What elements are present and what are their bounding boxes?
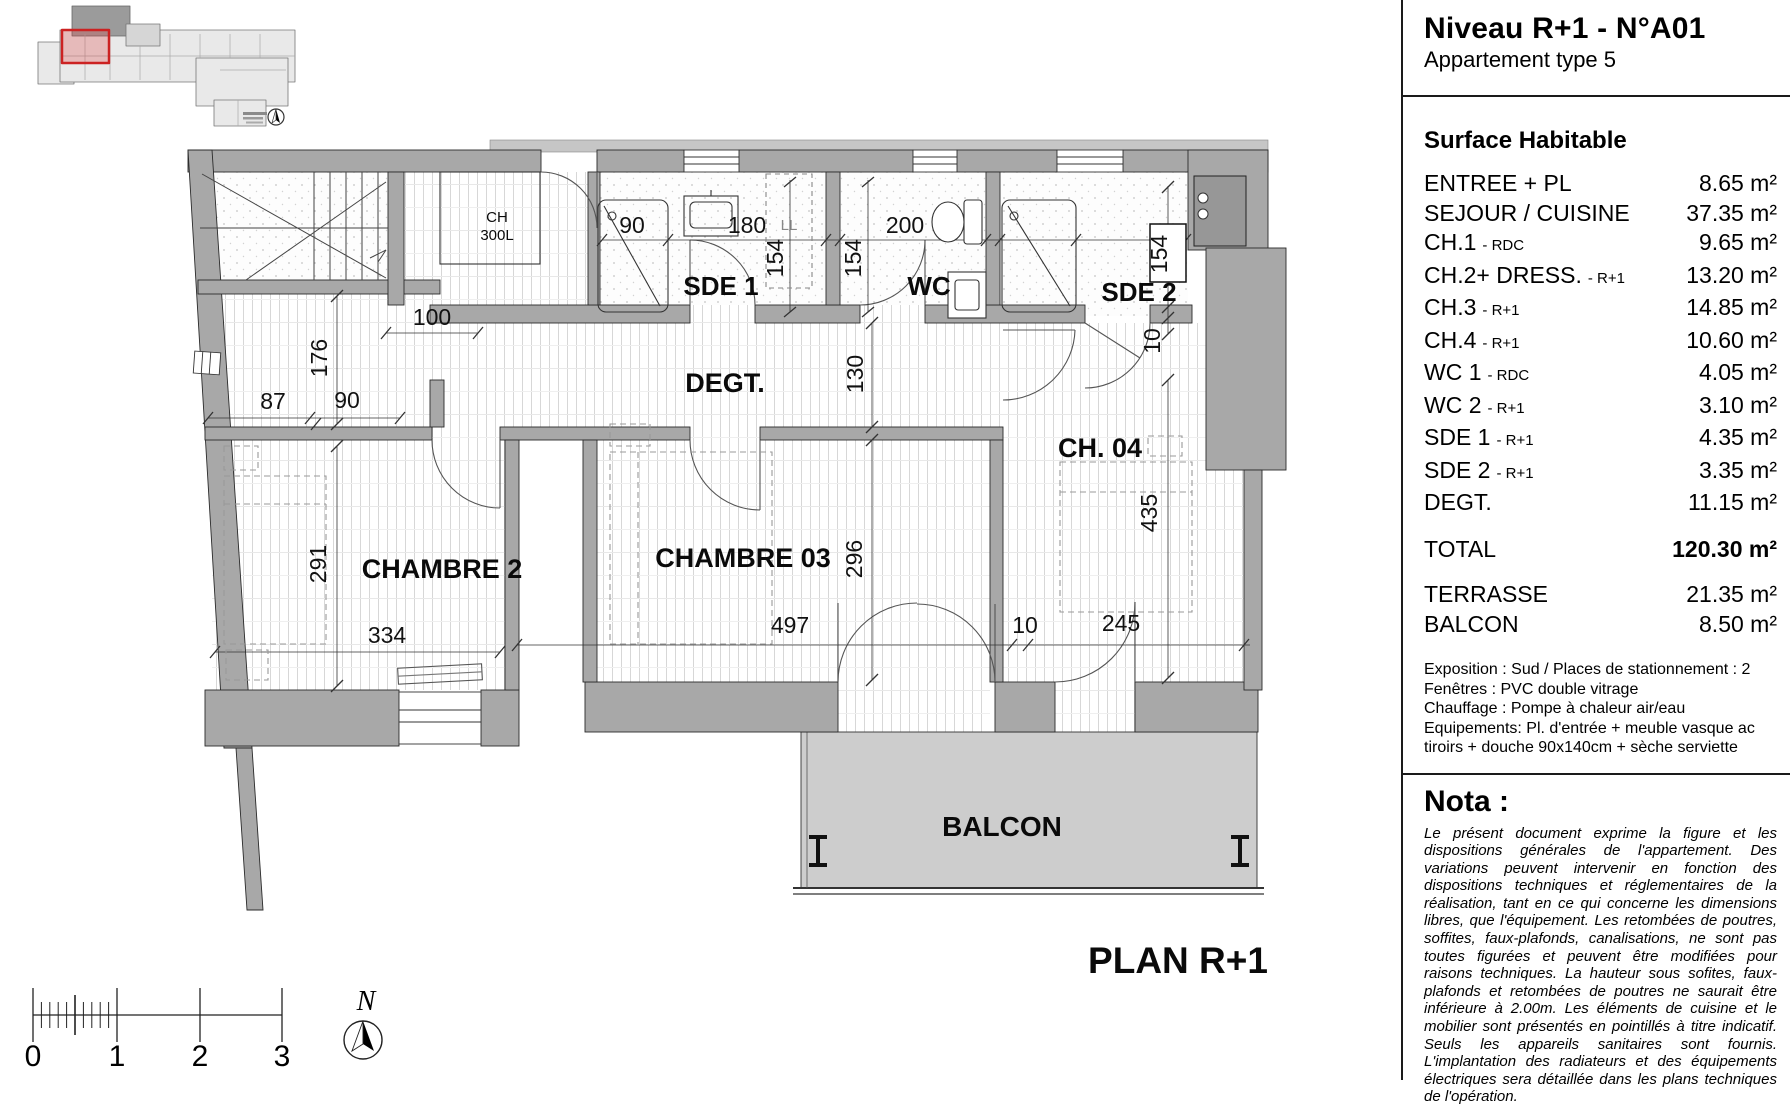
label-ch300l-1: CH bbox=[486, 209, 508, 226]
plan-title: PLAN R+1 bbox=[1088, 940, 1268, 981]
info-line-exposition: Exposition : Sud / Places de stationnement : 2 bbox=[1424, 660, 1777, 680]
dim-100-hall: 100 bbox=[413, 304, 451, 330]
surface-row: ENTREE + PL 8.65 m² bbox=[1424, 169, 1777, 199]
info-line-fenetres: Fenêtres : PVC double vitrage bbox=[1424, 680, 1777, 700]
dim-291-ch2: 291 bbox=[305, 545, 331, 583]
dim-435-ch4: 435 bbox=[1136, 494, 1162, 532]
apartment-type: Appartement type 5 bbox=[1424, 46, 1777, 73]
room-label-ch04: CH. 04 bbox=[1058, 433, 1142, 463]
dim-154-sde2: 154 bbox=[1146, 235, 1172, 274]
dim-154-sde1: 154 bbox=[762, 239, 788, 278]
surface-row: DEGT. 11.15 m² bbox=[1424, 488, 1777, 518]
label-ch300l-2: 300L bbox=[480, 227, 513, 244]
window-wc bbox=[913, 150, 957, 172]
surface-row: WC 2 - R+1 3.10 m² bbox=[1424, 391, 1777, 424]
surface-row: CH.1 - RDC 9.65 m² bbox=[1424, 228, 1777, 261]
key-plan-minimap bbox=[38, 6, 295, 126]
surface-row: SDE 1 - R+1 4.35 m² bbox=[1424, 423, 1777, 456]
dim-154-wc: 154 bbox=[840, 239, 866, 278]
dim-200-wc: 200 bbox=[886, 212, 924, 238]
dim-334-ch2: 334 bbox=[368, 622, 407, 648]
dim-245-ch4: 245 bbox=[1102, 610, 1140, 636]
surface-section-title: Surface Habitable bbox=[1424, 127, 1777, 155]
info-panel bbox=[1401, 0, 1790, 1080]
scale-label-1: 1 bbox=[109, 1040, 126, 1073]
label-ll: LL bbox=[781, 217, 798, 234]
surface-row: CH.2+ DRESS. - R+1 13.20 m² bbox=[1424, 261, 1777, 294]
key-plan-unit-highlight bbox=[62, 30, 109, 63]
scale-label-0: 0 bbox=[25, 1040, 42, 1073]
dim-90-shower: 90 bbox=[619, 212, 645, 238]
cabinet-wc bbox=[948, 272, 986, 318]
window-left-wall bbox=[193, 351, 220, 375]
surface-row: CH.3 - R+1 14.85 m² bbox=[1424, 293, 1777, 326]
window-sde2 bbox=[1057, 150, 1123, 172]
room-label-sde2: SDE 2 bbox=[1101, 277, 1176, 307]
dim-10-top: 10 bbox=[1139, 328, 1165, 354]
room-label-wc: WC bbox=[907, 271, 951, 301]
room-label-chambre2: CHAMBRE 2 bbox=[362, 554, 523, 584]
surface-row: SDE 2 - R+1 3.35 m² bbox=[1424, 456, 1777, 489]
dim-130-degt: 130 bbox=[842, 355, 868, 393]
room-label-degt: DEGT. bbox=[685, 368, 765, 398]
surface-row: SEJOUR / CUISINE 37.35 m² bbox=[1424, 199, 1777, 229]
window-chambre2 bbox=[399, 692, 481, 744]
window-sde1 bbox=[684, 150, 739, 172]
info-line-equipements-2: tiroirs + douche 90x140cm + sèche serviette bbox=[1424, 738, 1777, 758]
nota-title: Nota : bbox=[1424, 785, 1777, 819]
surface-row: WC 1 - RDC 4.05 m² bbox=[1424, 358, 1777, 391]
room-label-chambre3: CHAMBRE 03 bbox=[655, 543, 831, 573]
dim-87-nook: 87 bbox=[260, 388, 286, 414]
north-compass bbox=[344, 986, 382, 1059]
info-line-equipements: Equipements: Pl. d'entrée + meuble vasque ac bbox=[1424, 719, 1777, 739]
total-row: TOTAL 120.30 m² bbox=[1424, 535, 1777, 565]
dim-296-ch3: 296 bbox=[841, 540, 867, 578]
balcon-row: BALCON 8.50 m² bbox=[1424, 610, 1777, 640]
dim-180-sde1: 180 bbox=[728, 212, 766, 238]
dim-90-nook: 90 bbox=[334, 387, 360, 413]
divider bbox=[1403, 95, 1790, 97]
duct-shaft bbox=[1194, 176, 1246, 246]
info-line-chauffage: Chauffage : Pompe à chaleur air/eau bbox=[1424, 699, 1777, 719]
nota-paragraph: Le présent document exprime la figure et les dispositions générales de l'appartement. Des variations peuvent intervenir en fonction des dispositions techniques et réglementaires de la réalisation, tant en ce qui concerne les dimensions libres, que l'équipement. Les retombées de poutres, soffites, faux-plafonds, canalisations, ne sont pas toutes figurées et peuvent être modifiées pour raisons techniques. La hauteur sous sofites, faux-plafonds et retombées de poutres ne saurait être inférieure à 2.00m. Les éléments de cuisine et le mobilier sont présentés en pointillés à titre indicatif. Seuls les appareils sanitaires sont fournis. L'implantation des radiateurs et des équipements électriques sera détaillée dans les plans techniques de l'opération. bbox=[1424, 825, 1777, 1106]
north-label: N bbox=[356, 986, 377, 1017]
divider bbox=[1403, 773, 1790, 775]
scale-bar bbox=[25, 988, 291, 1073]
dim-176-nook: 176 bbox=[306, 339, 332, 377]
toilet-wc bbox=[932, 200, 982, 244]
surface-table bbox=[1424, 169, 1777, 518]
dim-10-south: 10 bbox=[1012, 612, 1038, 638]
scale-label-2: 2 bbox=[192, 1040, 209, 1073]
room-label-sde1: SDE 1 bbox=[683, 271, 758, 301]
room-label-balcon: BALCON bbox=[942, 811, 1062, 842]
dim-497-ch3: 497 bbox=[771, 612, 809, 638]
scale-label-3: 3 bbox=[274, 1040, 291, 1073]
features-text bbox=[1424, 660, 1777, 758]
terrasse-row: TERRASSE 21.35 m² bbox=[1424, 580, 1777, 610]
page-title: Niveau R+1 - N°A01 bbox=[1424, 12, 1777, 46]
surface-row: CH.4 - R+1 10.60 m² bbox=[1424, 326, 1777, 359]
extras-table bbox=[1424, 580, 1777, 639]
